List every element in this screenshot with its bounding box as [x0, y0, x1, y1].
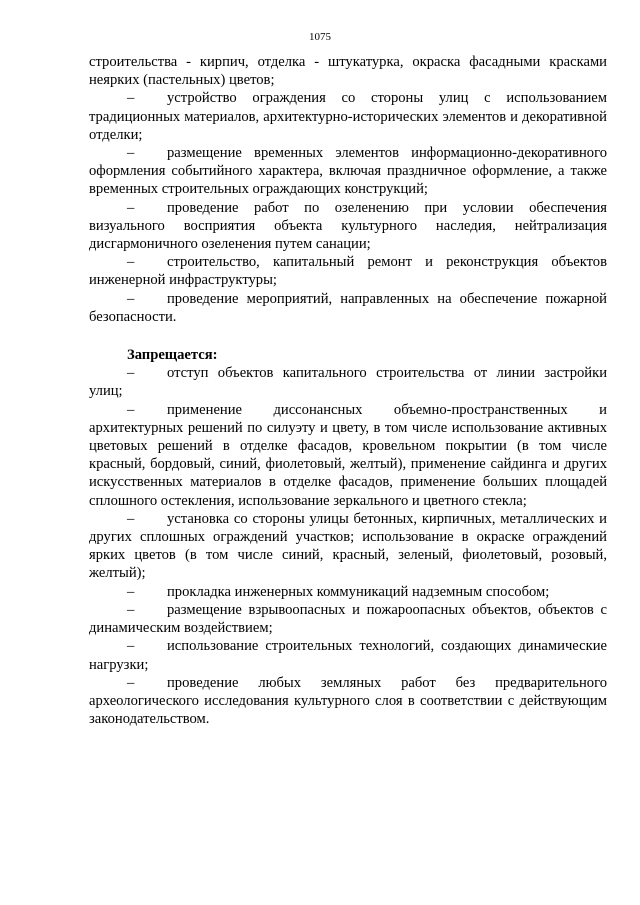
list-dash: – [127, 401, 135, 418]
intro-paragraph: строительства - кирпич, отделка - штукатурка, окраска фасадными красками неярких (пастельных) цветов; [89, 54, 607, 89]
list-item [89, 637, 607, 673]
list-item-text: проведение мероприятий, направленных на обеспечение пожарной безопасности. [89, 290, 607, 325]
list-item [89, 510, 607, 583]
list-item-text: проведение любых земляных работ без предварительного археологического исследования культурного слоя в соответствии с действующим законодательством. [89, 674, 607, 728]
list-item [89, 583, 607, 601]
page-number: 1075 [309, 31, 331, 43]
list-dash: – [127, 199, 135, 216]
list-dash: – [127, 365, 135, 382]
list-dash: – [127, 638, 135, 655]
document-body [89, 53, 607, 728]
prohibited-list [89, 364, 607, 728]
list-item [89, 601, 607, 637]
list-item [89, 290, 607, 326]
list-item [89, 401, 607, 510]
list-item-text: размещение взрывоопасных и пожароопасных объектов, объектов с динамическим воздействием; [89, 601, 607, 637]
list-item-text: строительство, капитальный ремонт и реконструкция объектов инженерной инфраструктуры; [89, 254, 607, 289]
list-dash: – [127, 90, 135, 107]
section-heading: Запрещается: [127, 347, 218, 364]
list-dash: – [127, 254, 135, 271]
list-item [89, 364, 607, 400]
list-item-text: использование строительных технологий, создающих динамические нагрузки; [89, 638, 607, 673]
list-item-text: проведение работ по озеленению при условии обеспечения визуального восприятия объекта культурного наследия, нейтрализация дисгармоничного озеленения путем санации; [89, 199, 607, 253]
list-item [89, 144, 607, 199]
list-item-text: установка со стороны улицы бетонных, кирпичных, металлических и других сплошных ограждений участков; использование в окраске ограждений ярких цветов (в том числе синий, красный, зеленый, фиолетовый, розовый, желтый); [89, 510, 607, 582]
list-item-text: размещение временных элементов информационно-декоративного оформления событийного характера, включая праздничное оформление, а также временных строительных ограждающих конструкций; [89, 145, 607, 198]
list-dash: – [127, 290, 135, 307]
list-item [89, 199, 607, 254]
list-item-text: устройство ограждения со стороны улиц с использованием традиционных материалов, архитектурно-исторических элементов и декоративной отделки; [89, 90, 607, 143]
list-dash: – [127, 583, 135, 600]
list-dash: – [127, 145, 135, 162]
list-item [89, 253, 607, 289]
list-item [89, 674, 607, 729]
list-item-text: прокладка инженерных коммуникаций надземным способом; [167, 583, 550, 600]
list-item-text: отступ объектов капитального строительства от линии застройки улиц; [89, 365, 607, 400]
list-item-text: применение диссонансных объемно-пространственных и архитектурных решений по силуэту и цвету, в том числе использование активных цветовых решений в отделке фасадов, кровельном покрытии (в том числе красный, бордовый, синий, фиолетовый, желтый), применение сайдинга и других искусственных материалов в отделке фасадов, применение больших площадей сплошного остекления, использование зеркального и цветного стекла; [89, 401, 607, 509]
list-dash: – [127, 674, 135, 691]
list-dash: – [127, 601, 135, 618]
list-dash: – [127, 510, 135, 527]
list-item [89, 89, 607, 144]
allowed-list [89, 89, 607, 326]
